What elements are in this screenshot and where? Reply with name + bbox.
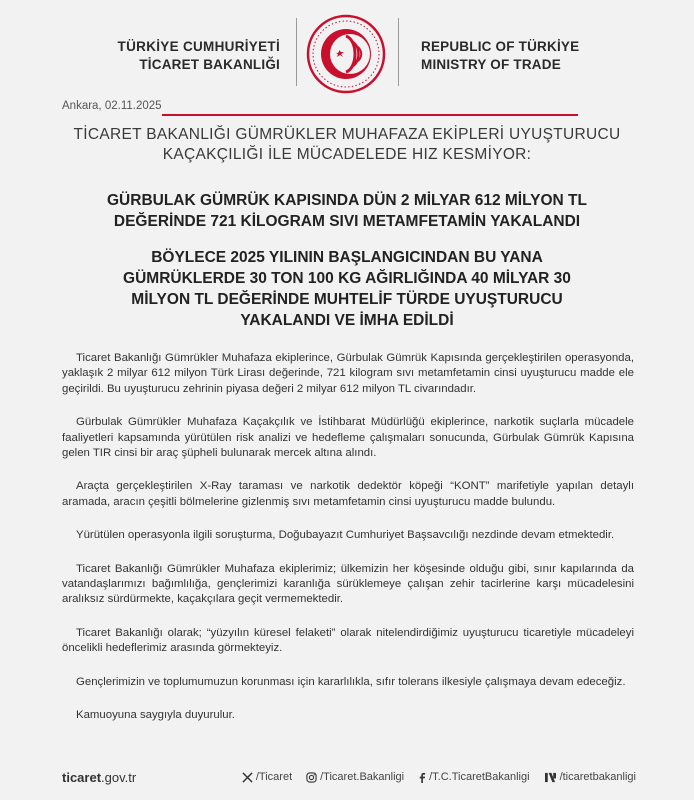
country-name-tr: TÜRKİYE CUMHURİYETİ [117,39,280,54]
body-paragraph: Gençlerimizin ve toplumumuzun korunması için kararlılıkla, sıfır tolerans ilkesiyle çalışmaya devam edeceğiz. [76,675,626,688]
country-name-en: REPUBLIC OF TÜRKİYE [421,39,580,54]
press-release-body [62,351,634,742]
subtitle-line: KAÇAKÇILIĞI İLE MÜCADELEDE HIZ KESMİYOR: [162,146,532,163]
headline-line: DEĞERİNDE 721 KİLOGRAM SIVI METAMFETAMİN YAKALANDI [113,213,581,230]
instagram-icon [306,772,317,783]
social-links [242,771,636,783]
facebook-handle: /T.C.TicaretBakanligi [429,771,530,783]
body-paragraph: Araçta gerçekleştirilen X-Ray taraması ve narkotik dedektör köpeği “KONT” marifetiyle yapılan detaylı aramada, aracın çeşitli bölmelerine gizlenmiş sıvı metamfetamin cinsi uyuşturucu madde bulundu. [62,480,634,508]
press-release-subtitle [40,125,654,165]
x-handle: /Ticaret [255,771,293,783]
instagram-link[interactable] [306,771,404,783]
footer [0,768,694,790]
website-domain-bold: ticaret [62,770,102,785]
x-icon [242,772,253,783]
body-paragraph: Ticaret Bakanlığı Gümrükler Muhafaza ekiplerimiz; ülkemizin her köşesinde olduğu gibi, sınır kapılarında da vatandaşlarımızı bağımlılığa, gençlerimizi karanlığa sürüklemeye çalışan zehir tacirlerine karşı mücadelesini aralıksız sürdürmekte, kaçakçılara geçit vermemektedir. [62,562,634,606]
ministry-name-en: MINISTRY OF TRADE [421,57,561,72]
letterhead [0,0,694,100]
nsosyal-handle: /ticaretbakanligi [559,771,636,783]
headline-line: BÖYLECE 2025 YILININ BAŞLANGICINDAN BU YANA [151,249,543,266]
body-paragraph: Ticaret Bakanlığı Gümrükler Muhafaza ekiplerince, Gürbulak Gümrük Kapısında gerçekleştirilen operasyonda, yaklaşık 2 milyar 612 milyon Türk Lirası değerinde, 721 kilogram sıvı metamfetamin cinsi uyuşturucu madde ele geçirildi. Bu uyuşturucu zehrinin piyasa değeri 2 milyar 612 milyon TL civarındadır. [62,352,634,395]
website-domain-rest: .gov.tr [101,770,137,785]
x-link[interactable] [242,771,292,783]
header-divider-right [398,18,399,86]
body-paragraph: Yürütülen operasyonla ilgili soruşturma, Doğubayazıt Cumhuriyet Başsavcılığı nezdinde devam etmektedir. [76,529,615,542]
nsosyal-link[interactable] [544,771,636,783]
website-link[interactable] [62,770,136,785]
facebook-link[interactable] [418,771,529,783]
letterhead-right-title [421,38,579,74]
headline-line: GÜRBULAK GÜMRÜK KAPISINDA DÜN 2 MİLYAR 612 MİLYON TL [107,192,587,209]
nsosyal-icon [544,772,557,783]
body-paragraph: Ticaret Bakanlığı olarak; “yüzyılın küresel felaketi” olarak nitelendirdiğimiz uyuşturucu ticaretiyle mücadeleyi öncelikli hedeflerimiz arasında görmekteyiz. [62,626,634,655]
letterhead-left-title [118,38,280,74]
body-paragraph: Gürbulak Gümrükler Muhafaza Kaçakçılık ve İstihbarat Müdürlüğü ekiplerince, narkotik suçlarla mücadele faaliyetleri kapsamında yürütülen risk analizi ve hedefleme çalışmaları sonucunda, Gürbulak Gümrük Kapısına gelen TIR cinsi bir araç şüpheli bulunarak mercek altına alındı. [62,416,634,460]
headline-line: MİLYON TL DEĞERİNDE MUHTELİF TÜRDE UYUŞTURUCU [131,291,563,308]
ministry-of-trade-logo [306,14,386,94]
header-divider-left [296,18,297,86]
headline-line: YAKALANDI VE İMHA EDİLDİ [240,312,454,329]
subtitle-line: TİCARET BAKANLIĞI GÜMRÜKLER MUHAFAZA EKİPLERİ UYUŞTURUCU [73,126,621,143]
headline-primary [40,190,654,232]
headline-secondary [40,247,654,331]
closing-paragraph: Kamuoyuna saygıyla duyurulur. [76,709,235,722]
headline-line: GÜMRÜKLERDE 30 TON 100 KG AĞIRLIĞINDA 40 MİLYAR 30 [123,270,571,287]
facebook-icon [418,772,426,783]
document-date: Ankara, 02.11.2025 [62,100,162,112]
red-rule [162,114,578,116]
instagram-handle: /Ticaret.Bakanligi [320,771,405,783]
ministry-name-tr: TİCARET BAKANLIĞI [139,57,280,72]
